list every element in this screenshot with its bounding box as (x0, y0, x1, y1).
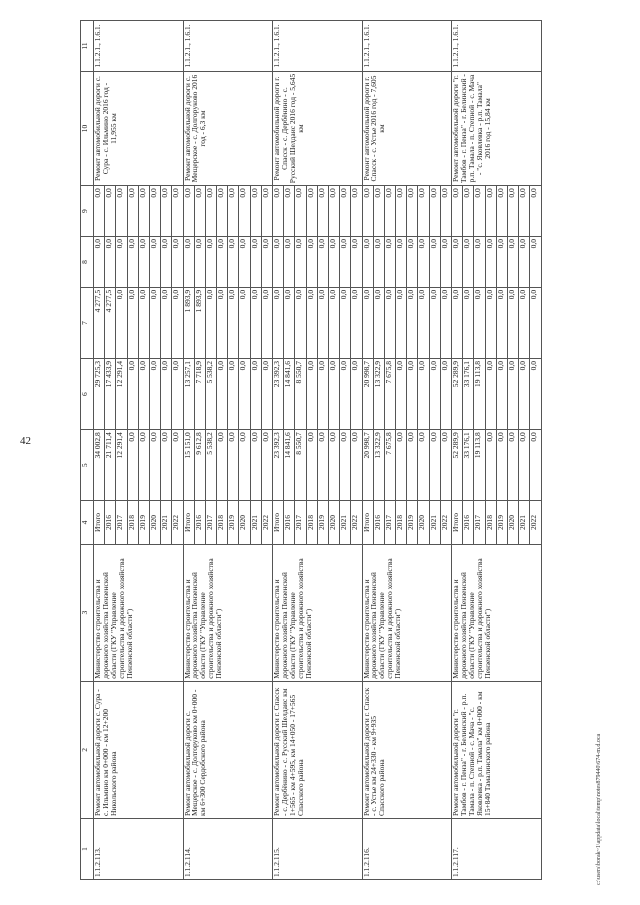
value-other: 0,0 (407, 186, 418, 237)
value-regional: 0,0 (418, 359, 429, 430)
value-federal: 0,0 (205, 287, 216, 358)
year-cell: 2016 (105, 501, 116, 544)
value-total: 9 612,8 (194, 430, 205, 501)
value-other: 0,0 (440, 186, 451, 237)
value-federal: 0,0 (418, 287, 429, 358)
value-regional: 0,0 (217, 359, 228, 430)
value-other: 0,0 (463, 186, 474, 237)
value-federal: 0,0 (496, 287, 507, 358)
indicator-link: 1.1.2.1., 1.6.1. (273, 21, 363, 72)
year-cell: 2022 (261, 501, 272, 544)
responsible-org: Министерство строительства и дорожного хозяйства Пензенской области (ГКУ "Управление строительства и дорожного хозяйства Пензенской области") (362, 544, 452, 681)
value-federal: 0,0 (217, 287, 228, 358)
value-regional: 0,0 (519, 359, 530, 430)
year-cell: 2016 (463, 501, 474, 544)
item-number: 1.1.2.115. (273, 819, 363, 880)
year-cell: 2022 (440, 501, 451, 544)
value-other: 0,0 (149, 186, 160, 237)
value-federal: 0,0 (127, 287, 138, 358)
value-regional: 33 176,1 (463, 359, 474, 430)
year-cell: 2017 (116, 501, 127, 544)
year-cell: 2016 (284, 501, 295, 544)
value-total: 0,0 (239, 430, 250, 501)
value-total: 0,0 (228, 430, 239, 501)
year-cell: 2017 (205, 501, 216, 544)
value-local: 0,0 (217, 237, 228, 288)
activity-name: Ремонт автомобильной дороги с. Мещерское - с. Долгоруково км 0+000 - км 6+300 Сердобского района (183, 681, 273, 818)
year-cell: 2018 (396, 501, 407, 544)
col-header-1: 1 (81, 819, 94, 880)
activity-name: Ремонт автомобильной дороги с. Сура - с. Ильмино км 0+000 - км 12+200 Никольского района (94, 681, 184, 818)
year-cell: 2017 (295, 501, 306, 544)
value-other: 0,0 (452, 186, 463, 237)
value-regional: 0,0 (306, 359, 317, 430)
col-header-5: 5 (81, 430, 94, 501)
value-federal: 0,0 (519, 287, 530, 358)
value-total: 34 002,8 (94, 430, 105, 501)
col-header-11: 11 (81, 21, 94, 72)
value-local: 0,0 (362, 237, 373, 288)
year-cell: 2021 (161, 501, 172, 544)
value-federal: 0,0 (239, 287, 250, 358)
value-local: 0,0 (384, 237, 395, 288)
value-local: 0,0 (138, 237, 149, 288)
table-row (183, 21, 194, 880)
value-other: 0,0 (317, 186, 328, 237)
col-header-2: 2 (81, 681, 94, 818)
value-federal: 0,0 (407, 287, 418, 358)
value-local: 0,0 (228, 237, 239, 288)
responsible-org: Министерство строительства и дорожного хозяйства Пензенской области (ГКУ "Управление строительства и дорожного хозяйства Пензенской области") (452, 544, 542, 681)
value-other: 0,0 (295, 186, 306, 237)
value-federal: 0,0 (463, 287, 474, 358)
value-total: 0,0 (306, 430, 317, 501)
year-cell: Итого (452, 501, 463, 544)
page-number: 42 (20, 435, 31, 447)
table-row (362, 21, 373, 880)
year-cell: 2022 (351, 501, 362, 544)
value-regional: 7 675,8 (384, 359, 395, 430)
year-cell: 2020 (149, 501, 160, 544)
value-local: 0,0 (351, 237, 362, 288)
year-cell: 2021 (519, 501, 530, 544)
value-regional: 0,0 (340, 359, 351, 430)
value-local: 0,0 (418, 237, 429, 288)
value-total: 0,0 (418, 430, 429, 501)
value-regional: 0,0 (317, 359, 328, 430)
value-local: 0,0 (261, 237, 272, 288)
year-cell: 2019 (138, 501, 149, 544)
value-federal: 0,0 (474, 287, 485, 358)
value-other: 0,0 (351, 186, 362, 237)
value-federal: 0,0 (250, 287, 261, 358)
year-cell: 2018 (306, 501, 317, 544)
value-local: 0,0 (463, 237, 474, 288)
value-local: 0,0 (530, 237, 541, 288)
value-regional: 0,0 (228, 359, 239, 430)
value-local: 0,0 (205, 237, 216, 288)
value-other: 0,0 (228, 186, 239, 237)
value-regional: 20 998,7 (362, 359, 373, 430)
value-total: 0,0 (172, 430, 183, 501)
value-other: 0,0 (373, 186, 384, 237)
value-other: 0,0 (340, 186, 351, 237)
value-local: 0,0 (183, 237, 194, 288)
value-total: 0,0 (440, 430, 451, 501)
value-other: 0,0 (474, 186, 485, 237)
value-federal: 1 893,9 (183, 287, 194, 358)
value-local: 0,0 (317, 237, 328, 288)
value-federal: 0,0 (149, 287, 160, 358)
year-cell: 2017 (384, 501, 395, 544)
activity-name: Ремонт автомобильной дороги "г. Тамбов - г. Пенза" - г. Белинский - р.п. Тамала - п. Степной - с. Мача - "с. Яковлевка - р.п. Тамала" км 0+000 - км 15+840 Тамалинского района (452, 681, 542, 818)
value-federal: 4 277,5 (94, 287, 105, 358)
value-local: 0,0 (172, 237, 183, 288)
year-cell: 2020 (328, 501, 339, 544)
value-local: 0,0 (161, 237, 172, 288)
year-cell: 2020 (239, 501, 250, 544)
program-table (80, 20, 542, 880)
value-total: 23 392,3 (273, 430, 284, 501)
value-total: 14 841,6 (284, 430, 295, 501)
year-cell: 2021 (429, 501, 440, 544)
value-federal: 0,0 (295, 287, 306, 358)
indicator-link: 1.1.2.1., 1.6.1. (362, 21, 452, 72)
value-local: 0,0 (396, 237, 407, 288)
value-local: 0,0 (284, 237, 295, 288)
value-other: 0,0 (306, 186, 317, 237)
year-cell: 2022 (172, 501, 183, 544)
year-cell: 2018 (485, 501, 496, 544)
value-regional: 0,0 (261, 359, 272, 430)
value-regional: 19 113,8 (474, 359, 485, 430)
value-local: 0,0 (105, 237, 116, 288)
year-cell: 2019 (317, 501, 328, 544)
value-federal: 1 893,9 (194, 287, 205, 358)
year-cell: 2019 (407, 501, 418, 544)
value-federal: 0,0 (373, 287, 384, 358)
value-local: 0,0 (306, 237, 317, 288)
value-total: 0,0 (407, 430, 418, 501)
activity-name: Ремонт автомобильной дороги г. Спасск - с. Устье км 24+330 - км 9+935 Спасского района (362, 681, 452, 818)
value-total: 0,0 (530, 430, 541, 501)
year-cell: Итого (362, 501, 373, 544)
value-total: 0,0 (340, 430, 351, 501)
value-other: 0,0 (250, 186, 261, 237)
value-total: 0,0 (351, 430, 362, 501)
item-number: 1.1.2.113. (94, 819, 184, 880)
value-regional: 52 289,9 (452, 359, 463, 430)
value-federal: 0,0 (452, 287, 463, 358)
value-local: 0,0 (407, 237, 418, 288)
value-other: 0,0 (205, 186, 216, 237)
value-federal: 0,0 (507, 287, 518, 358)
year-cell: Итого (273, 501, 284, 544)
value-federal: 0,0 (161, 287, 172, 358)
value-federal: 0,0 (351, 287, 362, 358)
value-other: 0,0 (519, 186, 530, 237)
value-other: 0,0 (284, 186, 295, 237)
value-total: 21 711,4 (105, 430, 116, 501)
value-other: 0,0 (172, 186, 183, 237)
value-other: 0,0 (105, 186, 116, 237)
value-local: 0,0 (127, 237, 138, 288)
value-federal: 0,0 (273, 287, 284, 358)
value-other: 0,0 (496, 186, 507, 237)
value-federal: 0,0 (429, 287, 440, 358)
item-number: 1.1.2.117. (452, 819, 542, 880)
table-row (94, 21, 105, 880)
col-header-3: 3 (81, 544, 94, 681)
value-local: 0,0 (474, 237, 485, 288)
value-local: 0,0 (116, 237, 127, 288)
value-regional: 0,0 (161, 359, 172, 430)
year-cell: 2020 (418, 501, 429, 544)
value-federal: 0,0 (317, 287, 328, 358)
responsible-org: Министерство строительства и дорожного хозяйства Пензенской области (ГКУ "Управление строительства и дорожного хозяйства Пензенской области") (183, 544, 273, 681)
value-regional: 0,0 (485, 359, 496, 430)
year-cell: Итого (183, 501, 194, 544)
activity-name: Ремонт автомобильной дороги г. Спасск - с. Дербёнино - с. Русский Шелдаис км 1+565 - км 4+595, км 14+050 - 17+565 Спасского района (273, 681, 363, 818)
value-regional: 0,0 (440, 359, 451, 430)
value-other: 0,0 (507, 186, 518, 237)
value-federal: 0,0 (228, 287, 239, 358)
value-local: 0,0 (328, 237, 339, 288)
indicator-link: 1.1.2.1., 1.6.1. (452, 21, 542, 72)
year-cell: 2021 (250, 501, 261, 544)
value-regional: 7 718,9 (194, 359, 205, 430)
value-other: 0,0 (384, 186, 395, 237)
value-local: 0,0 (496, 237, 507, 288)
value-local: 0,0 (373, 237, 384, 288)
value-federal: 0,0 (340, 287, 351, 358)
year-cell: 2017 (474, 501, 485, 544)
value-total: 0,0 (261, 430, 272, 501)
value-total: 0,0 (138, 430, 149, 501)
value-other: 0,0 (217, 186, 228, 237)
value-other: 0,0 (116, 186, 127, 237)
value-regional: 14 841,6 (284, 359, 295, 430)
value-total: 52 289,9 (452, 430, 463, 501)
value-regional: 0,0 (127, 359, 138, 430)
rotated-table-container (80, 20, 630, 880)
value-regional: 0,0 (250, 359, 261, 430)
year-cell: Итого (94, 501, 105, 544)
value-regional: 0,0 (172, 359, 183, 430)
value-federal: 0,0 (284, 287, 295, 358)
value-regional: 0,0 (396, 359, 407, 430)
value-total: 0,0 (127, 430, 138, 501)
value-total: 19 113,8 (474, 430, 485, 501)
year-cell: 2020 (507, 501, 518, 544)
value-other: 0,0 (273, 186, 284, 237)
value-regional: 13 322,9 (373, 359, 384, 430)
year-cell: 2018 (127, 501, 138, 544)
value-total: 33 176,1 (463, 430, 474, 501)
expected-result: Ремонт автомобильной дороги г. Спасск - с. Устье 2016 год - 7,605 км (362, 71, 452, 185)
expected-result: Ремонт автомобильной дороги с. Сура - с. Ильмино 2016 год - 11,955 км (94, 71, 184, 185)
value-federal: 0,0 (261, 287, 272, 358)
col-header-10: 10 (81, 71, 94, 185)
col-header-9: 9 (81, 186, 94, 237)
value-local: 0,0 (452, 237, 463, 288)
value-federal: 0,0 (138, 287, 149, 358)
value-other: 0,0 (94, 186, 105, 237)
value-regional: 12 291,4 (116, 359, 127, 430)
value-local: 0,0 (519, 237, 530, 288)
col-header-8: 8 (81, 237, 94, 288)
value-local: 0,0 (340, 237, 351, 288)
value-federal: 0,0 (384, 287, 395, 358)
col-header-7: 7 (81, 287, 94, 358)
value-other: 0,0 (261, 186, 272, 237)
expected-result: Ремонт автомобильной дороги "г. Тамбов - г. Пенза" - г. Белинский - р.п. Тамала - п. Степной - с. Мача - "с. Яковлевка - р.п. Тамала" 2016 год - 15,84 км (452, 71, 542, 185)
year-cell: 2019 (228, 501, 239, 544)
value-total: 0,0 (149, 430, 160, 501)
value-total: 15 151,0 (183, 430, 194, 501)
value-federal: 0,0 (440, 287, 451, 358)
value-other: 0,0 (396, 186, 407, 237)
value-local: 0,0 (507, 237, 518, 288)
value-local: 0,0 (440, 237, 451, 288)
year-cell: 2016 (373, 501, 384, 544)
value-local: 0,0 (250, 237, 261, 288)
value-federal: 0,0 (306, 287, 317, 358)
value-total: 7 675,8 (384, 430, 395, 501)
value-regional: 0,0 (351, 359, 362, 430)
value-regional: 0,0 (328, 359, 339, 430)
value-regional: 0,0 (530, 359, 541, 430)
value-regional: 5 538,2 (205, 359, 216, 430)
value-other: 0,0 (194, 186, 205, 237)
value-total: 0,0 (328, 430, 339, 501)
value-total: 0,0 (250, 430, 261, 501)
value-regional: 0,0 (429, 359, 440, 430)
item-number: 1.1.2.114. (183, 819, 273, 880)
value-other: 0,0 (127, 186, 138, 237)
file-path-footer: c:\users\borak~1\appdata\local\temp\notes879440\674-m.d.oca (596, 733, 602, 885)
value-total: 5 538,2 (205, 430, 216, 501)
value-total: 12 291,4 (116, 430, 127, 501)
value-total: 0,0 (519, 430, 530, 501)
col-header-6: 6 (81, 359, 94, 430)
indicator-link: 1.1.2.1., 1.6.1. (94, 21, 184, 72)
value-local: 0,0 (194, 237, 205, 288)
value-local: 0,0 (429, 237, 440, 288)
value-total: 0,0 (317, 430, 328, 501)
value-regional: 0,0 (407, 359, 418, 430)
value-regional: 0,0 (138, 359, 149, 430)
value-local: 0,0 (295, 237, 306, 288)
value-total: 8 550,7 (295, 430, 306, 501)
value-other: 0,0 (183, 186, 194, 237)
value-total: 0,0 (429, 430, 440, 501)
table-row (273, 21, 284, 880)
value-other: 0,0 (530, 186, 541, 237)
value-regional: 0,0 (149, 359, 160, 430)
value-other: 0,0 (161, 186, 172, 237)
value-regional: 0,0 (239, 359, 250, 430)
value-other: 0,0 (239, 186, 250, 237)
value-other: 0,0 (429, 186, 440, 237)
table-body (94, 21, 542, 880)
value-total: 0,0 (507, 430, 518, 501)
value-federal: 0,0 (362, 287, 373, 358)
value-total: 20 998,7 (362, 430, 373, 501)
value-regional: 0,0 (507, 359, 518, 430)
value-other: 0,0 (362, 186, 373, 237)
header-row (81, 21, 94, 880)
value-local: 0,0 (94, 237, 105, 288)
value-federal: 0,0 (116, 287, 127, 358)
col-header-4: 4 (81, 501, 94, 544)
value-other: 0,0 (328, 186, 339, 237)
year-cell: 2019 (496, 501, 507, 544)
value-federal: 0,0 (530, 287, 541, 358)
value-federal: 0,0 (485, 287, 496, 358)
value-total: 0,0 (217, 430, 228, 501)
year-cell: 2021 (340, 501, 351, 544)
value-total: 0,0 (496, 430, 507, 501)
responsible-org: Министерство строительства и дорожного хозяйства Пензенской области (ГКУ "Управление строительства и дорожного хозяйства Пензенской области") (94, 544, 184, 681)
expected-result: Ремонт автомобильной дороги с. Мещерское - с. Долгоруково 2016 год - 6,3 км (183, 71, 273, 185)
value-total: 0,0 (485, 430, 496, 501)
value-regional: 23 392,3 (273, 359, 284, 430)
value-local: 0,0 (273, 237, 284, 288)
value-total: 0,0 (161, 430, 172, 501)
value-federal: 4 277,5 (105, 287, 116, 358)
value-total: 13 322,9 (373, 430, 384, 501)
value-local: 0,0 (239, 237, 250, 288)
value-regional: 17 433,9 (105, 359, 116, 430)
value-other: 0,0 (485, 186, 496, 237)
year-cell: 2016 (194, 501, 205, 544)
value-federal: 0,0 (328, 287, 339, 358)
value-local: 0,0 (149, 237, 160, 288)
value-local: 0,0 (485, 237, 496, 288)
value-regional: 8 550,7 (295, 359, 306, 430)
year-cell: 2022 (530, 501, 541, 544)
indicator-link: 1.1.2.1., 1.6.1. (183, 21, 273, 72)
expected-result: Ремонт автомобильной дороги г. Спасск - с. Дербёнино - с. Русский Шелдаис 2016 год - 5,645 км (273, 71, 363, 185)
year-cell: 2018 (217, 501, 228, 544)
value-federal: 0,0 (396, 287, 407, 358)
table-row (452, 21, 463, 880)
value-regional: 13 257,1 (183, 359, 194, 430)
value-federal: 0,0 (172, 287, 183, 358)
value-other: 0,0 (138, 186, 149, 237)
value-other: 0,0 (418, 186, 429, 237)
responsible-org: Министерство строительства и дорожного хозяйства Пензенской области (ГКУ "Управление строительства и дорожного хозяйства Пензенской области") (273, 544, 363, 681)
value-regional: 29 725,3 (94, 359, 105, 430)
value-regional: 0,0 (496, 359, 507, 430)
value-total: 0,0 (396, 430, 407, 501)
item-number: 1.1.2.116. (362, 819, 452, 880)
